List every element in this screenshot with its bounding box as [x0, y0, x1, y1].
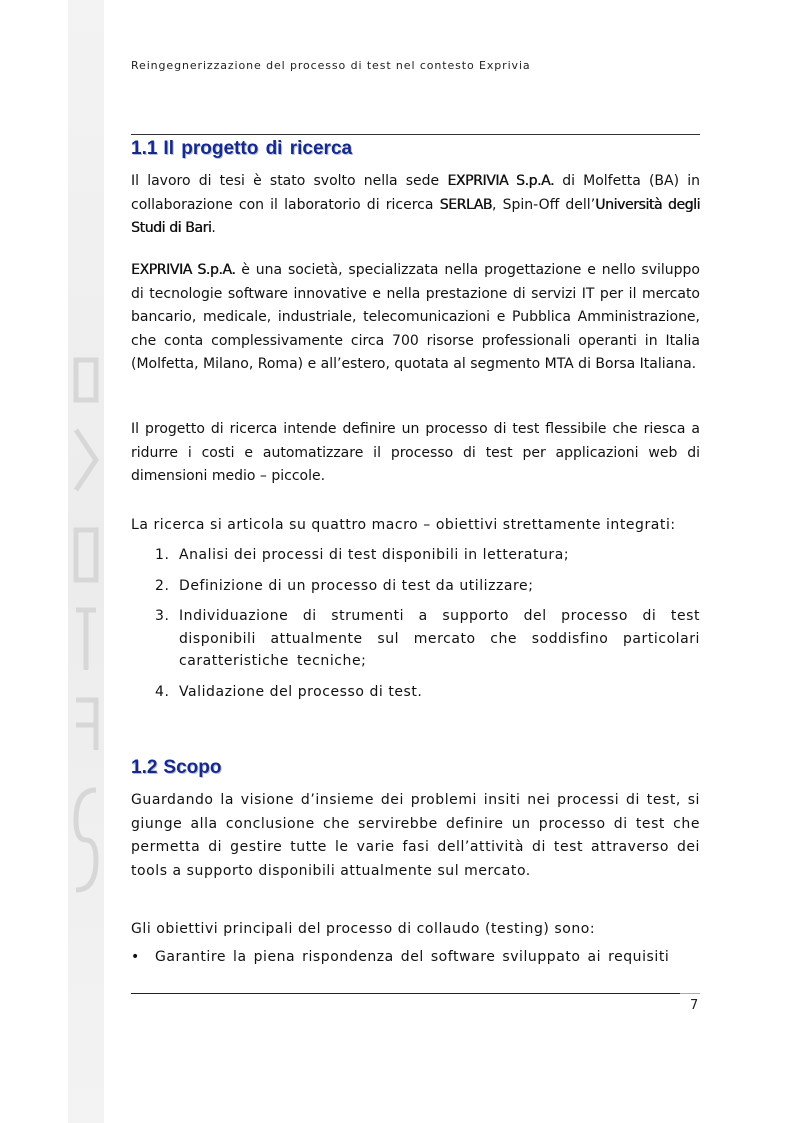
bullet-icon: •: [131, 949, 140, 965]
objectives-list: [131, 544, 700, 711]
paragraph-research-goal: Il progetto di ricerca intende definire un processo di test flessibile che riesca a ridurre i costi e automatizzare il processo di test per applicazioni web di dimensioni medio – piccole.: [131, 421, 700, 484]
list-item: [131, 544, 700, 567]
bullet-item: [131, 946, 700, 969]
list-item-number: 2.: [155, 577, 170, 594]
paragraph-objectives-intro: La ricerca si articola su quattro macro – obiettivi strettamente integrati:: [131, 517, 676, 533]
paragraph-scope: Guardando la visione d’insieme dei problemi insiti nei processi di test, si giunge alla conclusione che servirebbe definire un processo di test che permetta di gestire tutte le varie fasi dell’attività di test attraverso dei tools a supporto disponibili attualmente sul mercato.: [131, 792, 700, 879]
section-title: Il progetto di ricerca: [163, 138, 353, 159]
list-item-number: 1.: [155, 547, 170, 563]
university-name: Università degli Studi di Bari: [131, 196, 701, 236]
running-header: Reingegnerizzazione del processo di test nel contesto Exprivia: [131, 59, 531, 72]
bullet-text: Garantire la piena rispondenza del software sviluppato ai requisiti: [155, 949, 670, 965]
list-item: [131, 605, 700, 673]
text-run: , Spin-Off dell’: [491, 196, 596, 213]
list-item-number: 4.: [155, 683, 170, 700]
text-run: .: [211, 220, 216, 236]
footer-divider: [131, 993, 680, 994]
list-item-text: Individuazione di strumenti a supporto del processo di test disponibili attualmente sul mercato che soddisfino particolari caratteristiche tecniche;: [179, 608, 700, 669]
paragraph-testing-goals-intro: Gli obiettivi principali del processo di collaudo (testing) sono:: [131, 921, 596, 937]
text-run: Il lavoro di tesi è stato svolto nella sede: [131, 173, 448, 189]
header-divider: [131, 134, 700, 135]
list-item: [131, 575, 700, 598]
company-name: EXPRIVIA S.p.A.: [131, 262, 236, 278]
list-item-text: Analisi dei processi di test disponibili in letteratura;: [179, 547, 570, 563]
serlab-sidebar-watermark: [68, 0, 104, 1123]
lab-name: SERLAB: [439, 196, 492, 213]
footer-divider-tail: [680, 993, 700, 994]
section-heading-1-2: [131, 757, 221, 779]
text-run: di Molfetta (BA) in collaborazione con il laboratorio di ricerca: [131, 173, 700, 213]
section-number: 1.1: [131, 138, 158, 159]
list-item-text: Validazione del processo di test.: [179, 683, 423, 700]
serlab-watermark-logo: [72, 230, 100, 930]
section-title: Scopo: [163, 757, 222, 778]
paragraph-exprivia-description: [131, 259, 700, 377]
company-name: EXPRIVIA S.p.A.: [447, 173, 555, 189]
section-heading-1-1: [131, 138, 352, 160]
paragraph-thesis-location: [131, 170, 700, 241]
section-number: 1.2: [131, 757, 158, 778]
list-item-number: 3.: [155, 608, 170, 624]
list-item: [131, 681, 700, 704]
text-run: è una società, specializzata nella progettazione e nello sviluppo di tecnologie software innovative e nella prestazione di servizi IT per il mercato bancario, medicale, industriale, telecomunicazioni e Pubblica Amministrazione, che conta complessivamente circa 700 risorse professionali operanti in Italia (Molfetta, Milano, Roma) e all’estero, quotata al segmento MTA di Borsa Italiana.: [131, 262, 700, 372]
list-item-text: Definizione di un processo di test da utilizzare;: [179, 577, 534, 594]
page-number: 7: [690, 998, 699, 1013]
